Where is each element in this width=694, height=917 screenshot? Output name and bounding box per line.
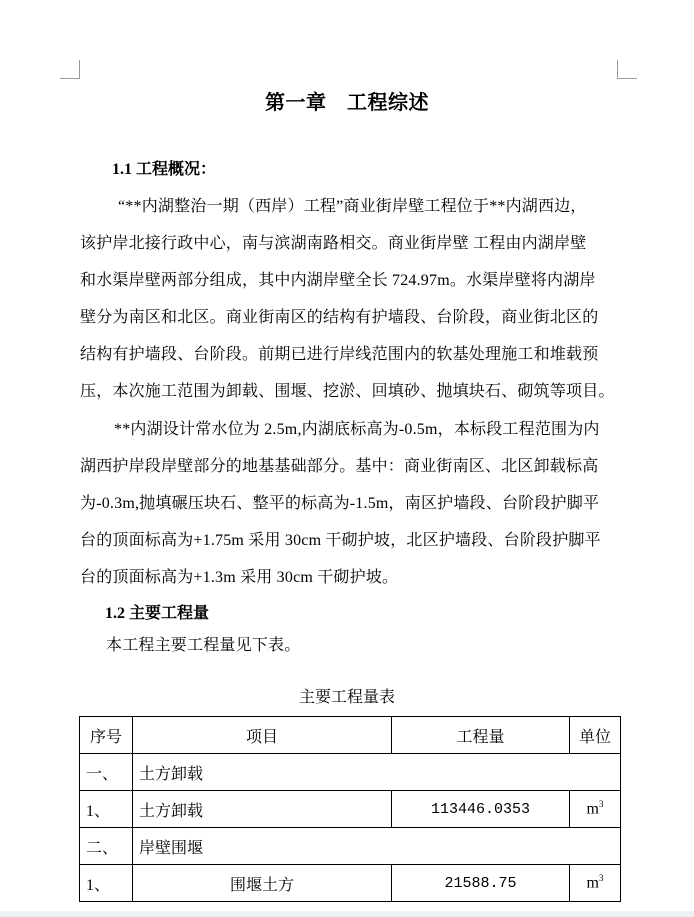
text-line: 台的顶面标高为+1.75m 采用 30cm 干砌护坡，北区护墙段、台阶段护脚平: [80, 532, 601, 549]
header-cell-unit: 单位: [570, 717, 621, 754]
unit-superscript: 3: [598, 873, 604, 884]
text-line: “**内湖整治一期（西岸）工程”商业街岸壁工程位于**内湖西边，: [118, 198, 587, 215]
unit-superscript: 3: [598, 799, 604, 810]
text-line: 为-0.3m,抛填碾压块石、整平的标高为-1.5m，南区护墙段、台阶段护脚平: [80, 495, 600, 512]
text-line: 该护岸北接行政中心，南与滨湖南路相交。商业街岸壁 工程由内湖岸壁: [80, 235, 587, 252]
cell-item: 土方卸载: [133, 754, 621, 791]
section-heading-1-2: 1.2 主要工程量: [105, 605, 210, 622]
unit-text: m: [586, 874, 599, 892]
table-row: [80, 865, 621, 902]
margin-corner-mark-top-left: [79, 60, 80, 79]
table-row: [80, 791, 621, 828]
text-line: 壁分为南区和北区。商业街南区的结构有护墙段、台阶段，商业街北区的: [80, 309, 599, 326]
text-line: 和水渠岸壁两部分组成，其中内湖岸壁全长 724.97m。水渠岸壁将内湖岸: [80, 272, 596, 289]
table-caption: 主要工程量表: [298, 689, 395, 706]
text-line: 压，本次施工范围为卸载、围堰、挖淤、回填砂、抛填块石、砌筑等项目。: [80, 383, 615, 400]
table-row: [80, 828, 621, 865]
header-cell-quantity: 工程量: [392, 717, 570, 754]
section-heading-1-1: 1.1 工程概况：: [112, 161, 217, 178]
cell-no: 1、: [80, 791, 133, 828]
margin-corner-mark-top-right: [617, 78, 637, 79]
paragraph-table-intro: [106, 627, 606, 664]
quantities-table: [79, 716, 621, 902]
text-line: 湖西护岸段岸壁部分的地基基础部分。基中：商业街南区、北区卸载标高: [80, 458, 599, 475]
table-row: [80, 754, 621, 791]
cell-item: 围堰土方: [133, 865, 392, 902]
header-cell-item: 项目: [133, 717, 392, 754]
table-header-row: [80, 717, 621, 754]
text-line: 本工程主要工程量见下表。: [106, 637, 301, 654]
header-cell-no: 序号: [80, 717, 133, 754]
cell-no: 1、: [80, 865, 133, 902]
page-bottom-edge: [0, 911, 694, 917]
margin-corner-mark-top-left: [60, 78, 80, 79]
cell-unit: [570, 865, 621, 902]
text-line: 台的顶面标高为+1.3m 采用 30cm 干砌护坡。: [80, 569, 399, 586]
cell-quantity: 113446.0353: [392, 791, 570, 828]
text-line: 结构有护墙段、台阶段。前期已进行岸线范围内的软基处理施工和堆载预: [80, 346, 599, 363]
cell-no: 一、: [80, 754, 133, 791]
cell-unit: [570, 791, 621, 828]
cell-item: 岸壁围堰: [133, 828, 621, 865]
unit-text: m: [586, 800, 599, 818]
margin-corner-mark-top-right: [617, 60, 618, 79]
paragraph-project-overview: [80, 188, 620, 410]
chapter-title: 第一章 工程综述: [265, 92, 429, 114]
cell-item: 土方卸载: [133, 791, 392, 828]
cell-no: 二、: [80, 828, 133, 865]
paragraph-design-levels: [80, 411, 620, 596]
text-line: **内湖设计常水位为 2.5m,内湖底标高为-0.5m，本标段工程范围为内: [114, 421, 600, 438]
cell-quantity: 21588.75: [392, 865, 570, 902]
